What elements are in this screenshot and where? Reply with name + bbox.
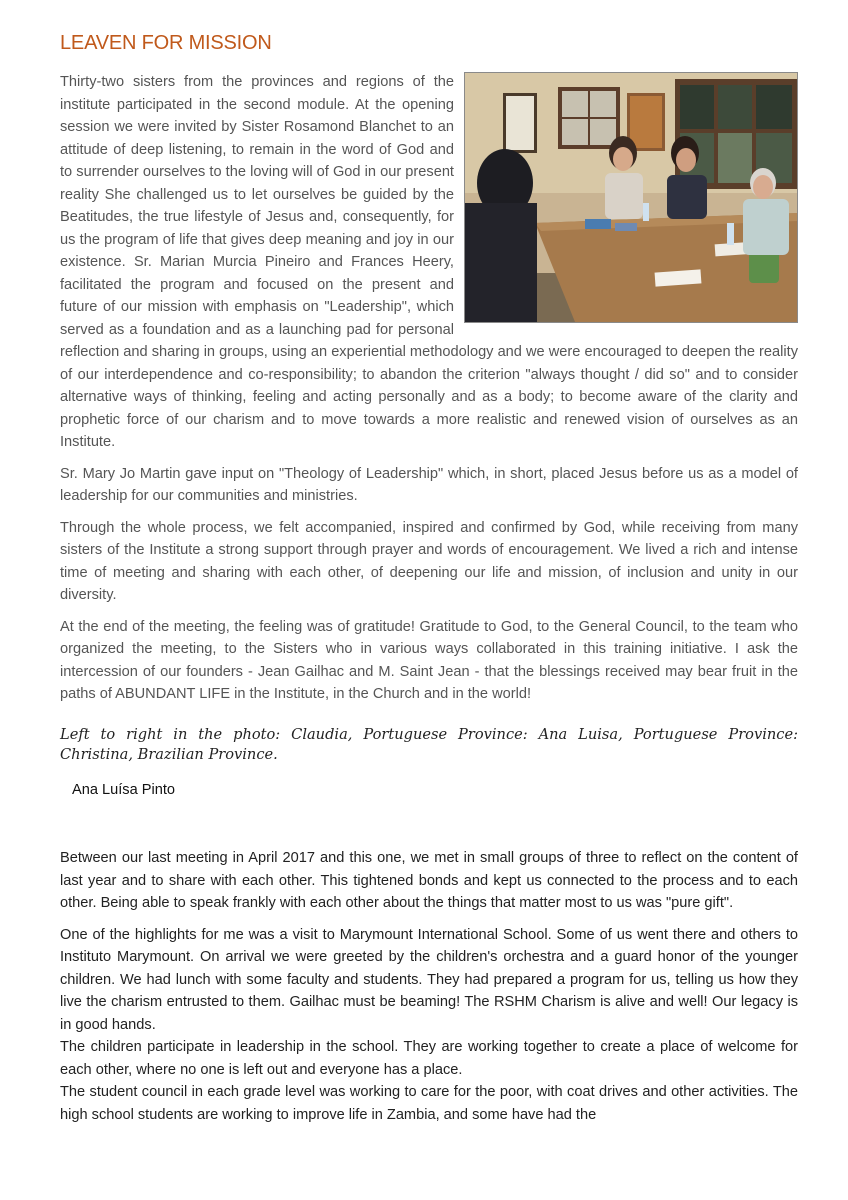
second-article-body [60,847,798,1126]
paragraph: One of the highlights for me was a visit to Marymount International School. Some of us went there and others to Instituto Marymount. On arrival we were greeted by the children's orchestra and a guard honor of the younger children. We had lunch with some faculty and students. They had prepared a program for us, telling us how they live the charism entrusted to them. Gailhac must be beaming! The RSHM Charism is alive and well! Our legacy is in good hands. [60,926,798,1033]
paragraph: Between our last meeting in April 2017 and this one, we met in small groups of three to reflect on the content of last year and to share with each other. This tightened bonds and kept us connected to the process and to each other. Being able to speak frankly with each other about the things that matter most to us was "pure gift". [60,850,798,911]
photo-caption: Left to right in the photo: Claudia, Portuguese Province: Ana Luisa, Portuguese Province: Christina, Brazilian Province. [60,726,798,763]
paragraph: At the end of the meeting, the feeling was of gratitude! Gratitude to God, to the General Council, to the team who organized the meeting, to the Sisters who in various ways collaborated in this training initiative. I ask the intercession of our founders - Jean Gailhac and M. Saint Jean - that the blessings received may bear fruit in the paths of ABUNDANT LIFE in the Institute, in the Church and in the world! [60,618,798,702]
author-name: Ana Luísa Pinto [72,782,176,798]
paragraph: Sr. Mary Jo Martin gave input on "Theology of Leadership" which, in short, placed Jesus before us as a model of leadership for our communities and ministries. [60,465,798,504]
paragraph: The children participate in leadership in the school. They are working together to create a place of welcome for each other, where no one is left out and everyone has a place. [60,1039,798,1078]
article-body [60,71,798,706]
paragraph: Thirty-two sisters from the provinces and regions of the institute participated in the second module. At the opening session we were invited by Sister Rosamond Blanchet to an attitude of deep listening, to remain in the word of God and to surrender ourselves to the loving will of God in our present reality She challenged us to let ourselves be guided by the Beatitudes, the true lifestyle of Jesus and, consequently, for us the program of life that gives deep meaning and joy in our existence. Sr. Marian Murcia Pineiro and Frances Heery, facilitated the program and focused on the present and future of our mission with emphasis on "Leadership", which served as a foundation and as a launching pad for personal reflection and sharing in groups, using an experiential methodology and we were encouraged to deepen the reality of our interdependence and co-responsibility; to abandon the criterion "always thought / did so" and to consider alternative ways of thinking, feeling and acting personally and as a body; to become aware of the clarity and prophetic force of our charism and to move towards a more realistic and renewed vision of ourselves as an Institute. [60,74,798,450]
paragraph: Through the whole process, we felt accompanied, inspired and confirmed by God, while receiving from many sisters of the Institute a strong support through prayer and words of encouragement. We lived a rich and intense time of meeting and sharing with each other, of deepening our life and mission, of inclusion and unity in our diversity. [60,519,798,603]
paragraph: The student council in each grade level was working to care for the poor, with coat drives and other activities. The high school students are working to improve life in Zambia, and some have had the [60,1084,798,1123]
article-title: LEAVEN FOR MISSION [60,32,272,54]
photo-spacer [454,71,798,331]
